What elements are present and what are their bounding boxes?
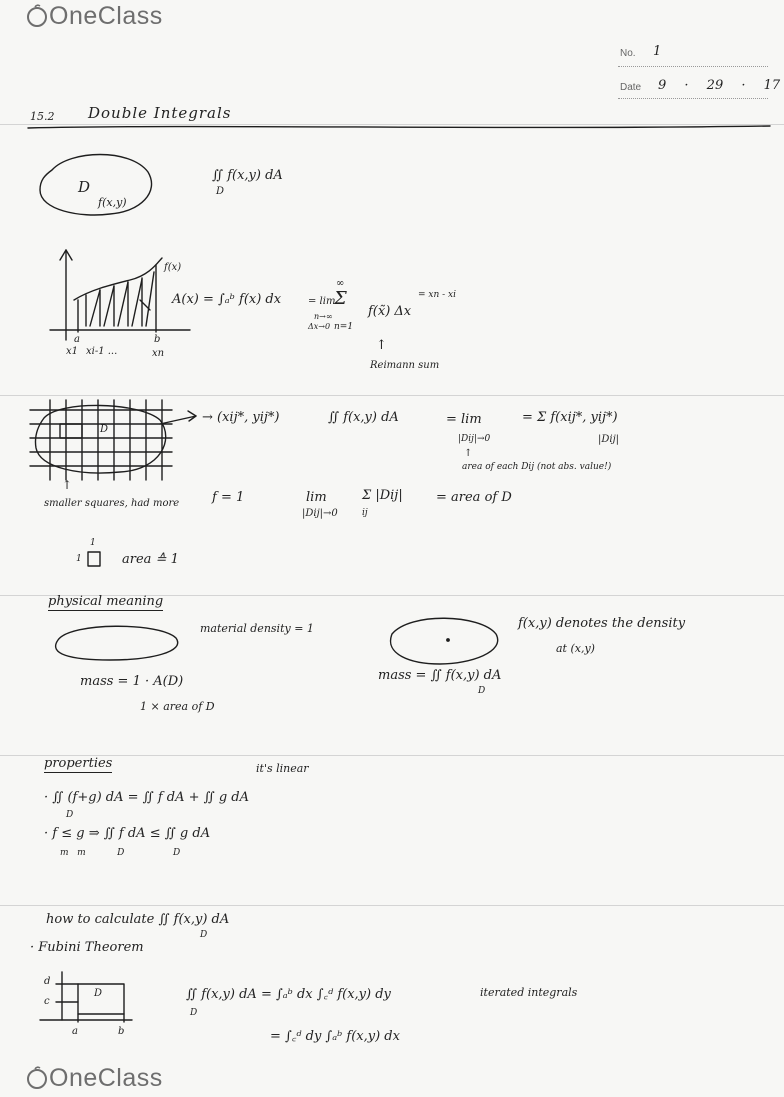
area-formula: A(x) = ∫ₐᵇ f(x) dx [172, 292, 282, 307]
riemann-exponent: = xn - xi [418, 290, 456, 300]
riemann-label: Reimann sum [370, 360, 440, 371]
region-fxy-label: f(x,y) [98, 196, 127, 209]
fubini-theorem: · Fubini Theorem [30, 940, 144, 955]
property-1-sub: D [66, 810, 74, 820]
grid-area-note: area of each Dij (not abs. value!) [462, 462, 612, 472]
fubini-how-sub: D [200, 930, 208, 940]
graph-x1: x1 [66, 346, 79, 357]
graph-xim: xi-1 ... [86, 346, 118, 357]
fubini-iterated: iterated integrals [480, 986, 578, 999]
grid-formula: ∬ f(x,y) dA [328, 410, 399, 425]
fubini-d: d [44, 976, 51, 987]
properties-linear: it's linear [256, 762, 309, 775]
f1-sum-sub: ij [362, 508, 368, 518]
fubini-a: a [72, 1026, 78, 1037]
oneclass-logo-icon [26, 1066, 48, 1097]
date-label: Date [620, 82, 642, 93]
region-formula: ∬ f(x,y) dA [212, 168, 283, 183]
region-formula-sub: D [216, 186, 225, 197]
f1-lim-sub: |Dij|→0 [302, 508, 338, 519]
graph-xn: xn [152, 348, 165, 359]
property-2-sub: m m D D [60, 848, 181, 858]
unit-one-top: 1 [90, 538, 96, 548]
grid-equals-lim: = lim [446, 412, 482, 427]
property-1: · ∬ (f+g) dA = ∬ f dA + ∬ g dA [44, 790, 250, 805]
section-number: 15.2 [30, 110, 55, 123]
grid-lim-sub: |Dij|→0 [458, 434, 491, 444]
grid-smaller-note: smaller squares, had more [44, 498, 180, 509]
grid-area-arrow: ↑ [464, 448, 473, 459]
fubini-b: b [118, 1026, 125, 1037]
grid-point: → (xij*, yij*) [202, 410, 280, 425]
physical-mass: mass = 1 · A(D) [80, 674, 184, 689]
graph-axis-a: a [74, 334, 80, 345]
f1-sum: Σ |Dij| [362, 488, 403, 503]
unit-one-left: 1 [76, 554, 82, 564]
brand-name: OneClass [49, 2, 163, 30]
riemann-sum-top: ∞ [336, 278, 345, 289]
graph-fx-label: f(x) [164, 262, 182, 273]
riemann-lim-sub2: Δx→0 [308, 322, 331, 331]
physical-mass2: mass = ∬ f(x,y) dA [378, 668, 502, 683]
brand-logo-bottom [26, 1064, 163, 1097]
f-equals-one: f = 1 [212, 490, 245, 505]
unit-area-text: area ≙ 1 [122, 552, 179, 567]
riemann-sum-sign: Σ [334, 288, 347, 309]
physical-at: at (x,y) [556, 642, 595, 655]
grid-sum-sub: |Dij| [598, 434, 620, 445]
fubini-eq2: = ∫꜀ᵈ dy ∫ₐᵇ f(x,y) dx [270, 1029, 400, 1044]
grid-smaller-arrow: ↑ [62, 478, 73, 492]
no-value: 1 [653, 44, 662, 59]
riemann-arrow: ↑ [376, 338, 387, 353]
brand-name: OneClass [49, 1064, 163, 1092]
physical-mass-note: 1 × area of D [140, 700, 215, 713]
fubini-c: c [44, 996, 50, 1007]
f1-lim: lim [306, 490, 327, 505]
fubini-how: how to calculate ∬ f(x,y) dA [46, 912, 230, 927]
riemann-sum-bottom: n=1 [334, 322, 354, 332]
property-2: · f ≤ g ⇒ ∬ f dA ≤ ∬ g dA [44, 826, 211, 841]
physical-fdensity: f(x,y) denotes the density [518, 616, 686, 631]
physical-mass2-sub: D [478, 686, 486, 696]
properties-heading: properties [44, 756, 113, 771]
graph-axis-b: b [154, 334, 161, 345]
physical-heading: physical meaning [48, 594, 164, 609]
fubini-D: D [94, 988, 103, 999]
fubini-eq1: ∬ f(x,y) dA = ∫ₐᵇ dx ∫꜀ᵈ f(x,y) dy [186, 987, 391, 1002]
fubini-eq1-sub: D [190, 1008, 198, 1018]
grid-region-label: D [100, 424, 109, 435]
physical-density: material density = 1 [200, 622, 314, 635]
page-title: Double Integrals [88, 104, 232, 122]
riemann-term: f(x̃) Δx [368, 304, 412, 319]
f1-result: = area of D [436, 490, 512, 505]
riemann-lim: = lim [308, 296, 336, 307]
grid-equals-sum: = Σ f(xij*, yij*) [522, 410, 618, 425]
riemann-lim-sub1: n→∞ [314, 312, 333, 321]
no-label: No. [620, 48, 636, 59]
date-value: 9 · 29 · 17 [658, 78, 781, 93]
region-d-label: D [78, 178, 91, 196]
